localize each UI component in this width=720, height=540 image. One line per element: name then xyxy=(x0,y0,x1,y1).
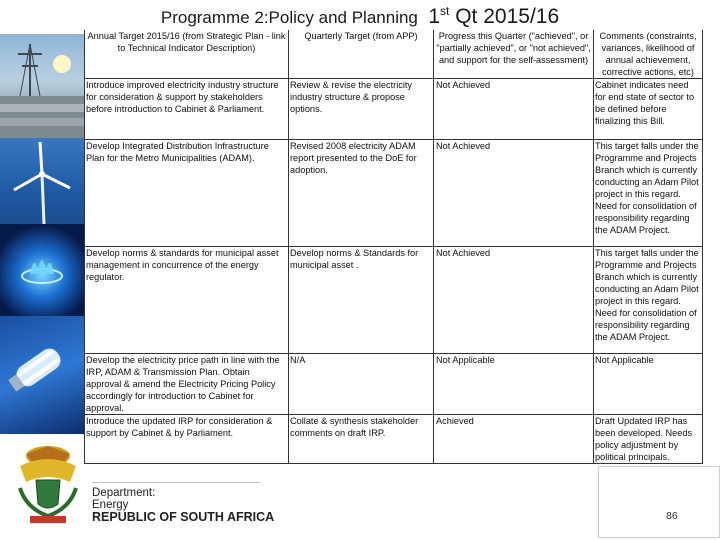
title-rest: Qt 2015/16 xyxy=(455,5,560,28)
cell-comments: Not Applicable xyxy=(594,354,703,415)
cell-annual-target: Develop norms & standards for municipal asset management in concurrence of the energy regulator. xyxy=(85,247,289,354)
power-pylon-icon xyxy=(0,34,84,138)
table-row xyxy=(85,79,703,140)
table-row xyxy=(85,415,703,464)
table-row xyxy=(85,354,703,415)
title-quarter xyxy=(428,5,559,28)
cell-progress: Achieved xyxy=(434,415,594,464)
targets-table xyxy=(84,30,703,464)
cell-comments: This target falls under the Programme and Projects Branch which is currently conducting an Adam Pilot project in this regard. Need for consolidation of responsibility regarding the ADAM Project. xyxy=(594,140,703,247)
table-row xyxy=(85,247,703,354)
light-bulb-icon xyxy=(0,316,84,434)
cell-comments: Draft Updated IRP has been developed. Needs policy adjustment by political principals. xyxy=(594,415,703,464)
cell-comments: This target falls under the Programme and Projects Branch which is currently conducting an Adam Pilot project in this regard. Need for consolidation of responsibility regarding the ADAM Project. xyxy=(594,247,703,354)
cell-quarterly-target: N/A xyxy=(289,354,434,415)
cell-quarterly-target: Collate & synthesis stakeholder comments on draft IRP. xyxy=(289,415,434,464)
cell-comments: Cabinet indicates need for end state of sector to be defined before finalizing this Bill. xyxy=(594,79,703,140)
cell-quarterly-target: Review & revise the electricity industry structure & propose options. xyxy=(289,79,434,140)
title-prefix: Programme 2:Policy and Planning xyxy=(160,8,418,27)
header-progress: Progress this Quarter ("achieved", or "partially achieved", or "not achieved", and support for the self-assessment) xyxy=(434,30,594,79)
department-name: Energy xyxy=(92,499,129,511)
table-row xyxy=(85,140,703,247)
title-ordinal: 1 xyxy=(428,5,441,28)
cell-annual-target: Develop Integrated Distribution Infrastructure Plan for the Metro Municipalities (ADAM). xyxy=(85,140,289,247)
country-name: REPUBLIC OF SOUTH AFRICA xyxy=(92,510,275,524)
table-header-row xyxy=(85,30,703,79)
department-label: Department: xyxy=(92,487,156,499)
cell-progress: Not Achieved xyxy=(434,79,594,140)
page-title xyxy=(0,4,720,29)
gas-flame-icon xyxy=(0,224,84,316)
page-number: 86 xyxy=(666,510,678,522)
cell-quarterly-target: Develop norms & Standards for municipal asset . xyxy=(289,247,434,354)
cell-annual-target: Introduce the updated IRP for consideration & support by Cabinet & by Parliament. xyxy=(85,415,289,464)
wind-turbine-icon xyxy=(0,138,84,224)
cell-progress: Not Achieved xyxy=(434,140,594,247)
photo-strip xyxy=(0,34,84,434)
cell-progress: Not Applicable xyxy=(434,354,594,415)
header-quarterly-target: Quarterly Target (from APP) xyxy=(289,30,434,79)
header-comments: Comments (constraints, variances, likelihood of annual achievement, corrective actions, etc) xyxy=(594,30,703,79)
footer-divider xyxy=(92,482,260,483)
header-annual-target: Annual Target 2015/16 (from Strategic Plan - link to Technical Indicator Description) xyxy=(85,30,289,79)
title-ordinal-suffix: st xyxy=(440,4,450,18)
coat-of-arms-icon xyxy=(6,442,90,528)
cell-progress: Not Achieved xyxy=(434,247,594,354)
cell-annual-target: Develop the electricity price path in line with the IRP, ADAM & Transmission Plan. Obtain approval & amend the Electricity Pricing Policy accordingly for introduction to Cabinet for approval. xyxy=(85,354,289,415)
cell-annual-target: Introduce improved electricity industry structure for consideration & support by stakeholders before introduction to Cabinet & Parliament. xyxy=(85,79,289,140)
page-footer-box xyxy=(598,466,720,538)
department-label-block xyxy=(92,487,274,523)
cell-quarterly-target: Revised 2008 electricity ADAM report presented to the DoE for adoption. xyxy=(289,140,434,247)
